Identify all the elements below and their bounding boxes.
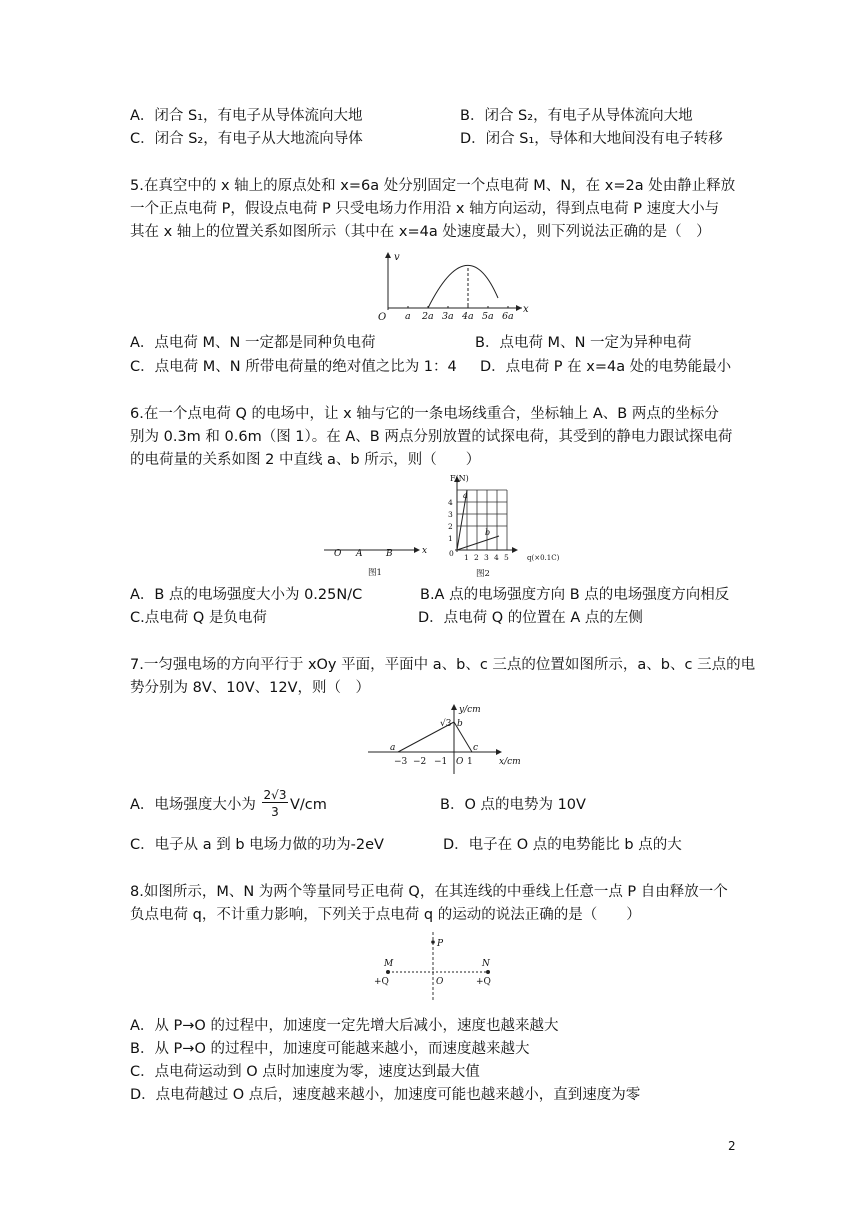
q7-point-b: b	[457, 719, 463, 729]
q6-fig2-y-label: F(N)	[450, 474, 469, 483]
q4-option-a: A．闭合 S₁，有电子从导体流向大地	[130, 108, 363, 124]
q7-stem-line-2: 势分别为 8V、10V、12V，则（ ）	[130, 680, 370, 696]
q7-point-c: c	[473, 743, 479, 753]
q6-fig1-caption: 图1	[368, 568, 382, 578]
q8-option-d: D．点电荷越过 O 点后，速度越来越小，加速度可能也越来越小，直到速度为零	[130, 1087, 641, 1103]
q5-velocity-graph	[370, 248, 530, 323]
q6-fig2-x-tick-1: 1	[464, 553, 469, 562]
q6-stem-line-3: 的电荷量的关系如图 2 中直线 a、b 所示，则（ ）	[130, 452, 481, 468]
q8-point-p-dot	[431, 940, 435, 944]
q6-fig2-y-tick-2: 2	[448, 522, 453, 531]
q8-option-c: C．点电荷运动到 O 点时加速度为零，速度达到最大值	[130, 1064, 480, 1080]
q5-tick-2a: 2a	[422, 311, 434, 322]
q6-fig2-caption: 图2	[476, 569, 490, 579]
q6-fig1-o: O	[334, 549, 342, 559]
q8-label-m: M	[384, 959, 394, 969]
q5-y-label: v	[394, 252, 400, 263]
q7-option-c: C．电子从 a 到 b 电场力做的功为-2eV	[130, 837, 384, 853]
q6-fig1-b: B	[386, 549, 393, 559]
q6-stem-line-2: 别为 0.3m 和 0.6m（图 1）。在 A、B 两点分别放置的试探电荷，其受到的静电力跟试探电荷	[130, 429, 733, 445]
q5-x-label: x	[523, 304, 529, 315]
q6-fig2-x-tick-4: 4	[494, 553, 499, 562]
q8-stem-line-2: 负点电荷 q，不计重力影响，下列关于点电荷 q 的运动的说法正确的是（ ）	[130, 907, 641, 923]
q8-label-o: O	[436, 977, 444, 987]
q5-origin: O	[378, 312, 387, 323]
q4-option-b: B．闭合 S₂，有电子从导体流向大地	[460, 108, 693, 124]
q8-option-b: B．从 P→O 的过程中，加速度可能越来越小，而速度越来越大	[130, 1041, 530, 1057]
q7-origin: O	[456, 757, 464, 767]
q6-fig2-label-b: b	[485, 528, 491, 537]
q4-option-d: D．闭合 S₁，导体和大地间没有电子转移	[460, 131, 723, 147]
q5-option-a: A．点电荷 M、N 一定都是同种负电荷	[130, 335, 376, 351]
q7-option-b: B．O 点的电势为 10V	[440, 797, 586, 813]
q6-fig2-origin: 0	[449, 549, 454, 558]
q5-tick-a: a	[405, 311, 411, 322]
q7-x-tick-m2: −2	[413, 757, 427, 767]
q7-x-label: x/cm	[499, 757, 521, 767]
q5-stem-line-3: 其在 x 轴上的位置关系如图所示（其中在 x=4a 处速度最大），则下列说法正确的是（ ）	[130, 224, 711, 240]
q7-x-tick-m3: −3	[394, 757, 408, 767]
q5-option-d: D．点电荷 P 在 x=4a 处的电势能最小	[480, 359, 732, 375]
q7-point-a: a	[390, 743, 396, 753]
q7-option-a-prefix: A．电场强度大小为	[130, 797, 256, 813]
q8-option-a: A．从 P→O 的过程中，加速度一定先增大后减小，速度也越来越大	[130, 1018, 559, 1034]
q7-stem-line-1: 7.一匀强电场的方向平行于 xOy 平面，平面中 a、b、c 三点的位置如图所示，a、b、c 三点的电	[130, 657, 756, 673]
q4-option-c: C．闭合 S₂，有电子从大地流向导体	[130, 131, 363, 147]
q6-figure-1	[322, 540, 432, 580]
q6-fig2-x-tick-3: 3	[484, 553, 489, 562]
q5-tick-5a: 5a	[482, 311, 494, 322]
q8-label-n: N	[482, 959, 490, 969]
q5-stem-line-1: 5.在真空中的 x 轴上的原点处和 x=6a 处分别固定一个点电荷 M、N，在 x=2a 处由静止释放	[130, 178, 736, 194]
q6-stem-line-1: 6.在一个点电荷 Q 的电场中，让 x 轴与它的一条电场线重合，坐标轴上 A、B 两点的坐标分	[130, 406, 719, 422]
q7-y-label: y/cm	[459, 705, 481, 715]
q7-x-tick-1: 1	[467, 757, 473, 767]
q7-option-a-unit: V/cm	[290, 797, 327, 813]
q7-option-a-numerator: 2√3	[263, 788, 287, 802]
q5-velocity-curve	[428, 265, 498, 308]
q6-option-a: A．B 点的电场强度大小为 0.25N/C	[130, 587, 363, 603]
q8-label-q-right: +Q	[476, 977, 491, 987]
q7-option-a-denominator: 3	[271, 805, 279, 819]
q6-fig2-label-a: a	[463, 491, 468, 500]
q6-fig1-axis: x	[422, 546, 428, 556]
q6-figure-2	[436, 472, 576, 580]
q8-charge-m-dot	[386, 970, 390, 974]
q6-fig1-a: A	[356, 549, 363, 559]
q5-tick-3a: 3a	[442, 311, 454, 322]
q7-option-d: D．电子在 O 点的电势能比 b 点的大	[443, 837, 682, 853]
q5-option-b: B．点电荷 M、N 一定为异种电荷	[475, 335, 692, 351]
q6-option-b: B.A 点的电场强度方向 B 点的电场强度方向相反	[420, 587, 730, 603]
q5-stem-line-2: 一个正点电荷 P，假设点电荷 P 只受电场力作用沿 x 轴方向运动，得到点电荷 P 速度大小与	[130, 201, 720, 217]
q6-option-d: D．点电荷 Q 的位置在 A 点的左侧	[418, 610, 643, 626]
q6-fig2-y-tick-1: 1	[448, 534, 453, 543]
q6-fig2-line-b	[457, 536, 499, 550]
q5-tick-6a: 6a	[502, 311, 514, 322]
q5-tick-4a: 4a	[462, 311, 474, 322]
q8-charge-n-dot	[486, 970, 490, 974]
q7-coordinate-figure	[368, 702, 538, 774]
q8-label-p: P	[437, 939, 444, 949]
q7-x-tick-m1: −1	[434, 757, 448, 767]
q6-fig2-x-tick-2: 2	[474, 553, 479, 562]
q8-charges-figure	[370, 928, 500, 1006]
q6-fig2-x-tick-5: 5	[504, 553, 509, 562]
q5-option-c: C．点电荷 M、N 所带电荷量的绝对值之比为 1：4	[130, 359, 457, 375]
page-number: 2	[728, 1139, 736, 1153]
q6-fig2-x-label: q(×0.1C)	[527, 554, 560, 562]
q8-label-q-left: +Q	[374, 977, 389, 987]
q6-fig2-y-tick-3: 3	[448, 510, 453, 519]
q7-y-tick-root3: √3	[440, 719, 452, 729]
q6-fig2-y-tick-4: 4	[448, 498, 453, 507]
q6-option-c: C.点电荷 Q 是负电荷	[130, 610, 267, 626]
q8-stem-line-1: 8.如图所示，M、N 为两个等量同号正电荷 Q，在其连线的中垂线上任意一点 P 自由释放一个	[130, 884, 728, 900]
q7-segment-ab	[398, 722, 454, 752]
